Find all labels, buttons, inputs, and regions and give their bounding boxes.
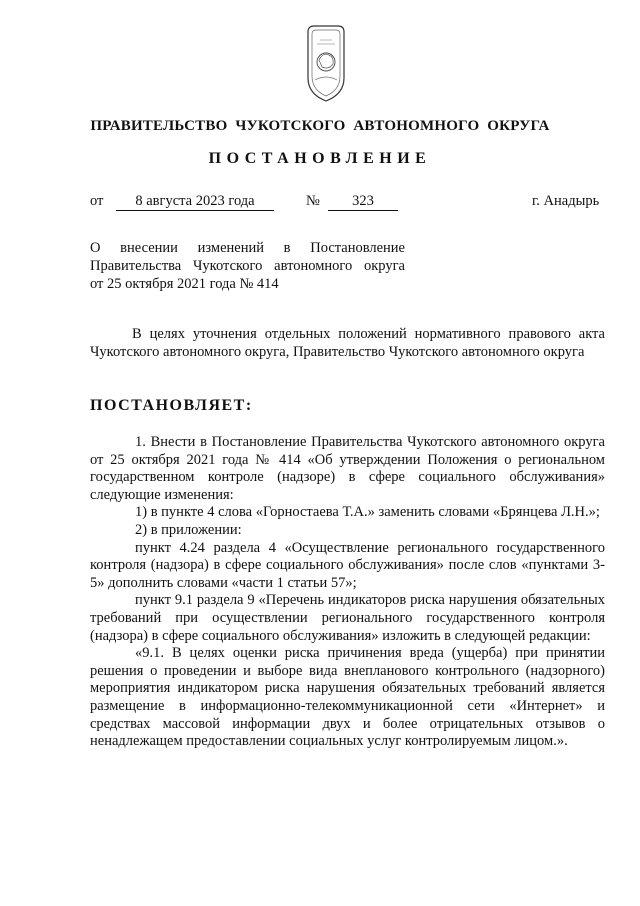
body-paragraph: пункт 9.1 раздела 9 «Перечень индикаторов риска нарушения обязательных требований при осуществлении регионального государственного контроля (надзора) в сфере социального обслуживания» изложить в следующей редакции: xyxy=(90,592,605,644)
document-number: 323 xyxy=(328,192,398,211)
subject-line: от 25 октября 2021 года № 414 xyxy=(90,276,279,292)
subject-line: О внесении изменений в Постановление xyxy=(90,240,405,256)
document-date: 8 августа 2023 года xyxy=(116,192,274,211)
decree-heading: ПОСТАНОВЛЯЕТ: xyxy=(90,397,253,414)
government-title: ПРАВИТЕЛЬСТВО ЧУКОТСКОГО АВТОНОМНОГО ОКРУГА xyxy=(90,118,550,134)
subject-line: Правительства Чукотского автономного округа xyxy=(90,258,405,274)
body-paragraph: пункт 4.24 раздела 4 «Осуществление регионального государственного контроля (надзора) в сфере социального обслуживания» после слов «пунктами 3-5» дополнить словами «части 1 статьи 57»; xyxy=(90,539,605,591)
document-subject xyxy=(90,239,405,293)
preamble-text: В целях уточнения отдельных положений нормативного правового акта Чукотского автономного округа, Правительство Чукотского автономного округа xyxy=(90,326,605,360)
city-name: г. Анадырь xyxy=(532,193,600,209)
document-type-title: ПОСТАНОВЛЕНИЕ xyxy=(208,150,432,167)
body-paragraph: 2) в приложении: xyxy=(135,521,242,538)
body-paragraph: «9.1. В целях оценки риска причинения вреда (ущерба) при принятии решения о проведении и выборе вида внепланового контрольного (надзорного) мероприятия индикатором риска нарушения обязательных требований является размещение в информационно-телекоммуникационной сети «Интернет» и средствах массовой информации двух и более отрицательных отзывов о ненадлежащем предоставлении социальных услуг контролируемым лицом.». xyxy=(90,645,605,750)
body-paragraph: 1) в пункте 4 слова «Горностаева Т.А.» заменить словами «Брянцева Л.Н.»; xyxy=(135,504,600,521)
coat-of-arms-icon xyxy=(305,22,347,104)
number-prefix: № xyxy=(306,193,320,209)
document-body xyxy=(90,434,605,751)
body-paragraph: 1. Внести в Постановление Правительства Чукотского автономного округа от 25 октября 2021 года № 414 «Об утверждении Положения о региональном государственном контроле (надзоре) в сфере социального обслуживания» следующие изменения: xyxy=(90,434,605,503)
date-prefix: от xyxy=(90,193,104,209)
